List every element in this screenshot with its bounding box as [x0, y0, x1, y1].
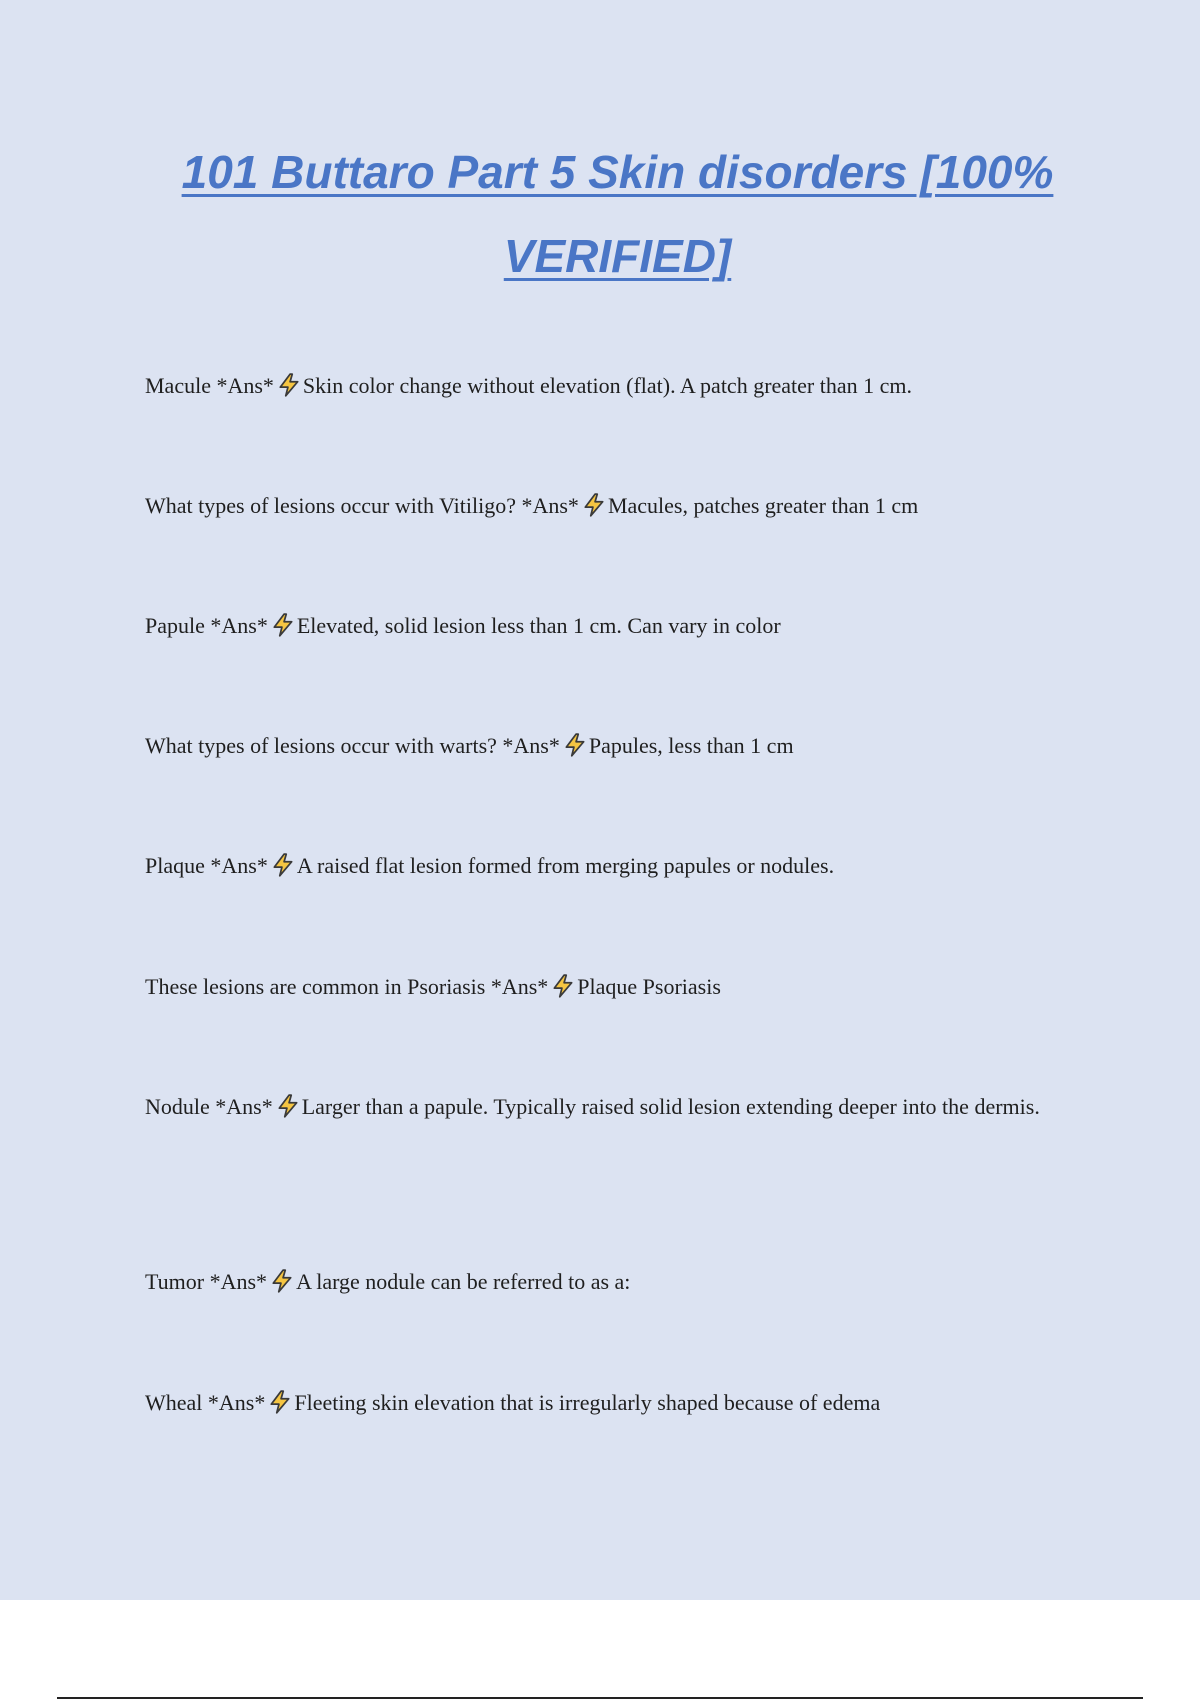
qa-prompt: What types of lesions occur with Vitiligo?	[145, 493, 516, 518]
answer-marker: *Ans*	[207, 1390, 266, 1415]
answer-marker: *Ans*	[502, 733, 560, 758]
answer-marker: *Ans*	[210, 613, 268, 638]
answer-marker: *Ans*	[209, 1269, 268, 1294]
bottom-divider	[57, 1697, 1143, 1699]
qa-answer: Fleeting skin elevation that is irregularly shaped because of edema	[294, 1390, 881, 1415]
qa-item	[145, 1077, 1085, 1137]
qa-prompt: These lesions are common in Psoriasis	[145, 974, 486, 999]
qa-answer: Plaque Psoriasis	[577, 974, 721, 999]
qa-answer: A large nodule can be referred to as a:	[296, 1269, 631, 1294]
document-title: 101 Buttaro Part 5 Skin disorders [100% VERIFIED]	[181, 146, 1054, 282]
lightning-bolt-icon	[562, 732, 588, 758]
qa-prompt: Nodule	[145, 1094, 210, 1119]
answer-marker: *Ans*	[216, 373, 274, 398]
qa-item	[145, 1252, 1085, 1312]
qa-prompt: What types of lesions occur with warts?	[145, 733, 497, 758]
lightning-bolt-icon	[275, 1093, 301, 1119]
qa-prompt: Plaque	[145, 853, 205, 878]
lightning-bolt-icon	[276, 372, 302, 398]
qa-prompt: Papule	[145, 613, 205, 638]
qa-answer: Larger than a papule. Typically raised solid lesion extending deeper into the dermis.	[301, 1094, 1040, 1119]
qa-item	[145, 957, 1085, 1017]
qa-item	[145, 596, 1085, 656]
qa-answer: Papules, less than 1 cm	[588, 733, 794, 758]
qa-prompt: Wheal	[145, 1390, 203, 1415]
answer-marker: *Ans*	[521, 493, 579, 518]
lightning-bolt-icon	[267, 1389, 293, 1415]
answer-marker: *Ans*	[490, 974, 549, 999]
qa-answer: A raised flat lesion formed from merging papules or nodules.	[296, 853, 835, 878]
answer-marker: *Ans*	[210, 853, 268, 878]
qa-answer: Elevated, solid lesion less than 1 cm. Can vary in color	[296, 613, 781, 638]
qa-prompt: Macule	[145, 373, 211, 398]
qa-item	[145, 356, 1085, 416]
lightning-bolt-icon	[270, 852, 296, 878]
answer-marker: *Ans*	[215, 1094, 273, 1119]
qa-prompt: Tumor	[145, 1269, 205, 1294]
lightning-bolt-icon	[550, 973, 576, 999]
lightning-bolt-icon	[269, 1268, 295, 1294]
lightning-bolt-icon	[270, 612, 296, 638]
qa-answer: Macules, patches greater than 1 cm	[607, 493, 919, 518]
qa-item	[145, 836, 1085, 896]
qa-answer: Skin color change without elevation (flat). A patch greater than 1 cm.	[302, 373, 913, 398]
lightning-bolt-icon	[581, 492, 607, 518]
qa-item	[145, 1373, 1085, 1433]
qa-item	[145, 716, 1085, 776]
qa-item	[145, 476, 1085, 536]
